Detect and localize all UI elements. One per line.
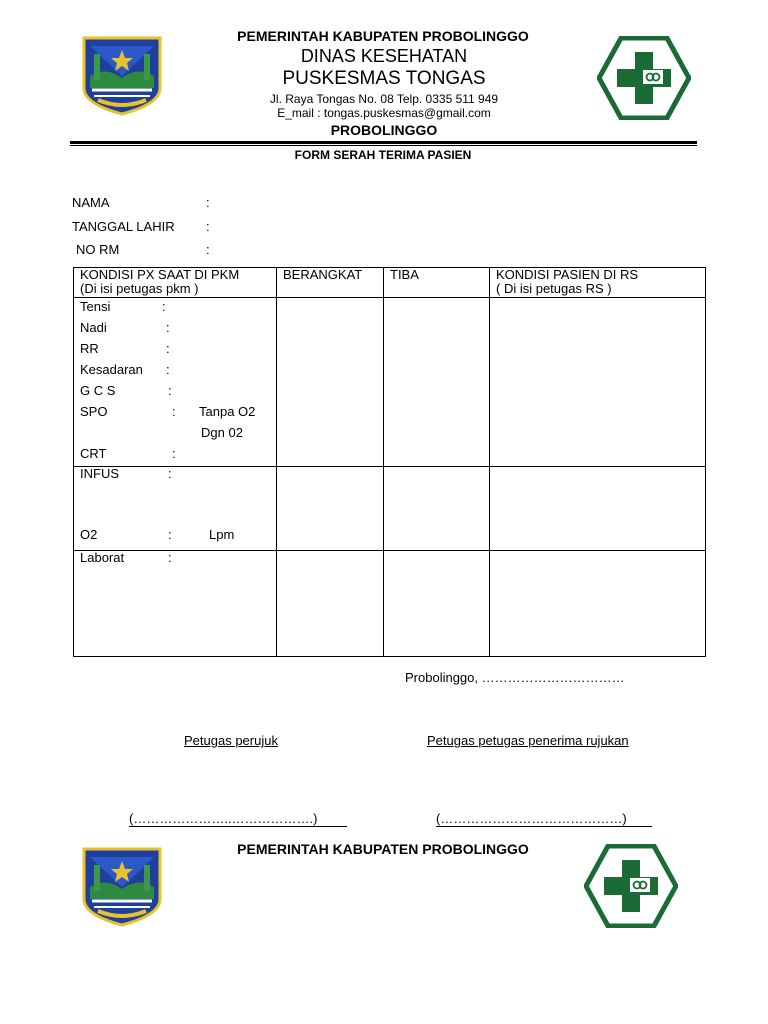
infus-sep: : xyxy=(168,466,172,481)
header-rule-thick xyxy=(70,141,697,144)
table-row-laborat xyxy=(74,551,706,657)
vital-label-spo: SPO xyxy=(80,404,108,419)
regency-heading: PEMERINTAH KABUPATEN PROBOLINGGO xyxy=(237,28,529,44)
cell-vitals-tiba xyxy=(384,298,490,467)
o2-unit: Lpm xyxy=(209,527,235,542)
facility-heading: PUSKESMAS TONGAS xyxy=(282,68,486,89)
cell-infus-berangkat xyxy=(277,467,384,551)
header-berangkat-label: BERANGKAT xyxy=(283,267,363,282)
vital-label-gcs: G C S xyxy=(80,383,116,398)
field-sep-tanggal-lahir: : xyxy=(206,219,210,234)
header-kondisi-rs xyxy=(490,268,706,298)
vital-sep-nadi: : xyxy=(166,320,170,335)
field-sep-nama: : xyxy=(206,195,210,210)
vital-sep-kesadaran: : xyxy=(166,362,170,377)
signature-blank-referrer: (…………………..……………….) xyxy=(129,811,318,826)
header-kondisi-pkm-line1: KONDISI PX SAAT DI PKM xyxy=(80,267,240,282)
field-label-nama: NAMA xyxy=(72,195,110,210)
cell-vitals-rs xyxy=(490,298,706,467)
table-row-vitals xyxy=(74,298,706,467)
footer-regency-crest-logo xyxy=(80,847,164,927)
laborat-label: Laborat xyxy=(80,550,125,565)
place-date-line: Probolinggo, …………………………… xyxy=(405,670,625,685)
header-rule-thin xyxy=(70,145,697,146)
vital-sep-tensi: : xyxy=(162,299,166,314)
cell-laborat xyxy=(74,551,277,657)
field-sep-no-rm: : xyxy=(206,242,210,257)
cell-infus xyxy=(74,467,277,551)
vital-sep-rr: : xyxy=(166,341,170,356)
cell-laborat-rs xyxy=(490,551,706,657)
header-tiba xyxy=(384,268,490,298)
laborat-sep: : xyxy=(168,550,172,565)
address-line: Jl. Raya Tongas No. 08 Telp. 0335 511 949 xyxy=(269,92,499,106)
signature-blank-receiver: (……………………………………) xyxy=(436,811,627,826)
vital-label-nadi: Nadi xyxy=(80,320,107,335)
header-kondisi-pkm-line2: (Di isi petugas pkm ) xyxy=(80,281,199,296)
header-kondisi-rs-line1: KONDISI PASIEN DI RS xyxy=(496,267,639,282)
table-row-infus xyxy=(74,467,706,551)
cell-vitals xyxy=(74,298,277,467)
form-title: FORM SERAH TERIMA PASIEN xyxy=(294,148,472,162)
vital-sep-gcs: : xyxy=(168,383,172,398)
field-label-tanggal-lahir: TANGGAL LAHIR xyxy=(72,219,175,234)
handover-table xyxy=(73,267,706,657)
field-label-no-rm: NO RM xyxy=(76,242,120,257)
signature-title-referrer: Petugas perujuk xyxy=(184,733,278,748)
city-heading: PROBOLINGGO xyxy=(330,122,438,138)
spo-option-tanpa-o2: Tanpa O2 xyxy=(199,404,256,419)
vital-label-tensi: Tensi xyxy=(80,299,111,314)
department-heading: DINAS KESEHATAN xyxy=(300,46,468,66)
footer-puskesmas-cross-logo xyxy=(584,844,678,928)
header-tiba-label: TIBA xyxy=(390,267,419,282)
header-kondisi-pkm xyxy=(74,268,277,298)
o2-label: O2 xyxy=(80,527,98,542)
vital-label-rr: RR xyxy=(80,341,99,356)
vital-sep-spo: : xyxy=(172,404,176,419)
header-kondisi-rs-line2: ( Di isi petugas RS ) xyxy=(496,281,612,296)
vital-sep-crt: : xyxy=(172,446,176,461)
cell-vitals-berangkat xyxy=(277,298,384,467)
cell-infus-tiba xyxy=(384,467,490,551)
signature-title-receiver: Petugas petugas penerima rujukan xyxy=(427,733,629,748)
vital-label-crt: CRT xyxy=(80,446,107,461)
vital-label-kesadaran: Kesadaran xyxy=(80,362,143,377)
signature-underline-receiver xyxy=(436,826,652,827)
puskesmas-cross-logo xyxy=(597,36,691,120)
cell-infus-rs xyxy=(490,467,706,551)
header-berangkat xyxy=(277,268,384,298)
o2-sep: : xyxy=(168,527,172,542)
spo-option-dgn-o2: Dgn 02 xyxy=(201,425,243,440)
footer-regency-heading: PEMERINTAH KABUPATEN PROBOLINGGO xyxy=(237,841,529,857)
table-header-row xyxy=(74,268,706,298)
email-line: E_mail : tongas.puskesmas@gmail.com xyxy=(277,106,491,120)
cell-laborat-tiba xyxy=(384,551,490,657)
infus-label: INFUS xyxy=(80,466,119,481)
cell-laborat-berangkat xyxy=(277,551,384,657)
signature-underline-referrer xyxy=(129,826,347,827)
